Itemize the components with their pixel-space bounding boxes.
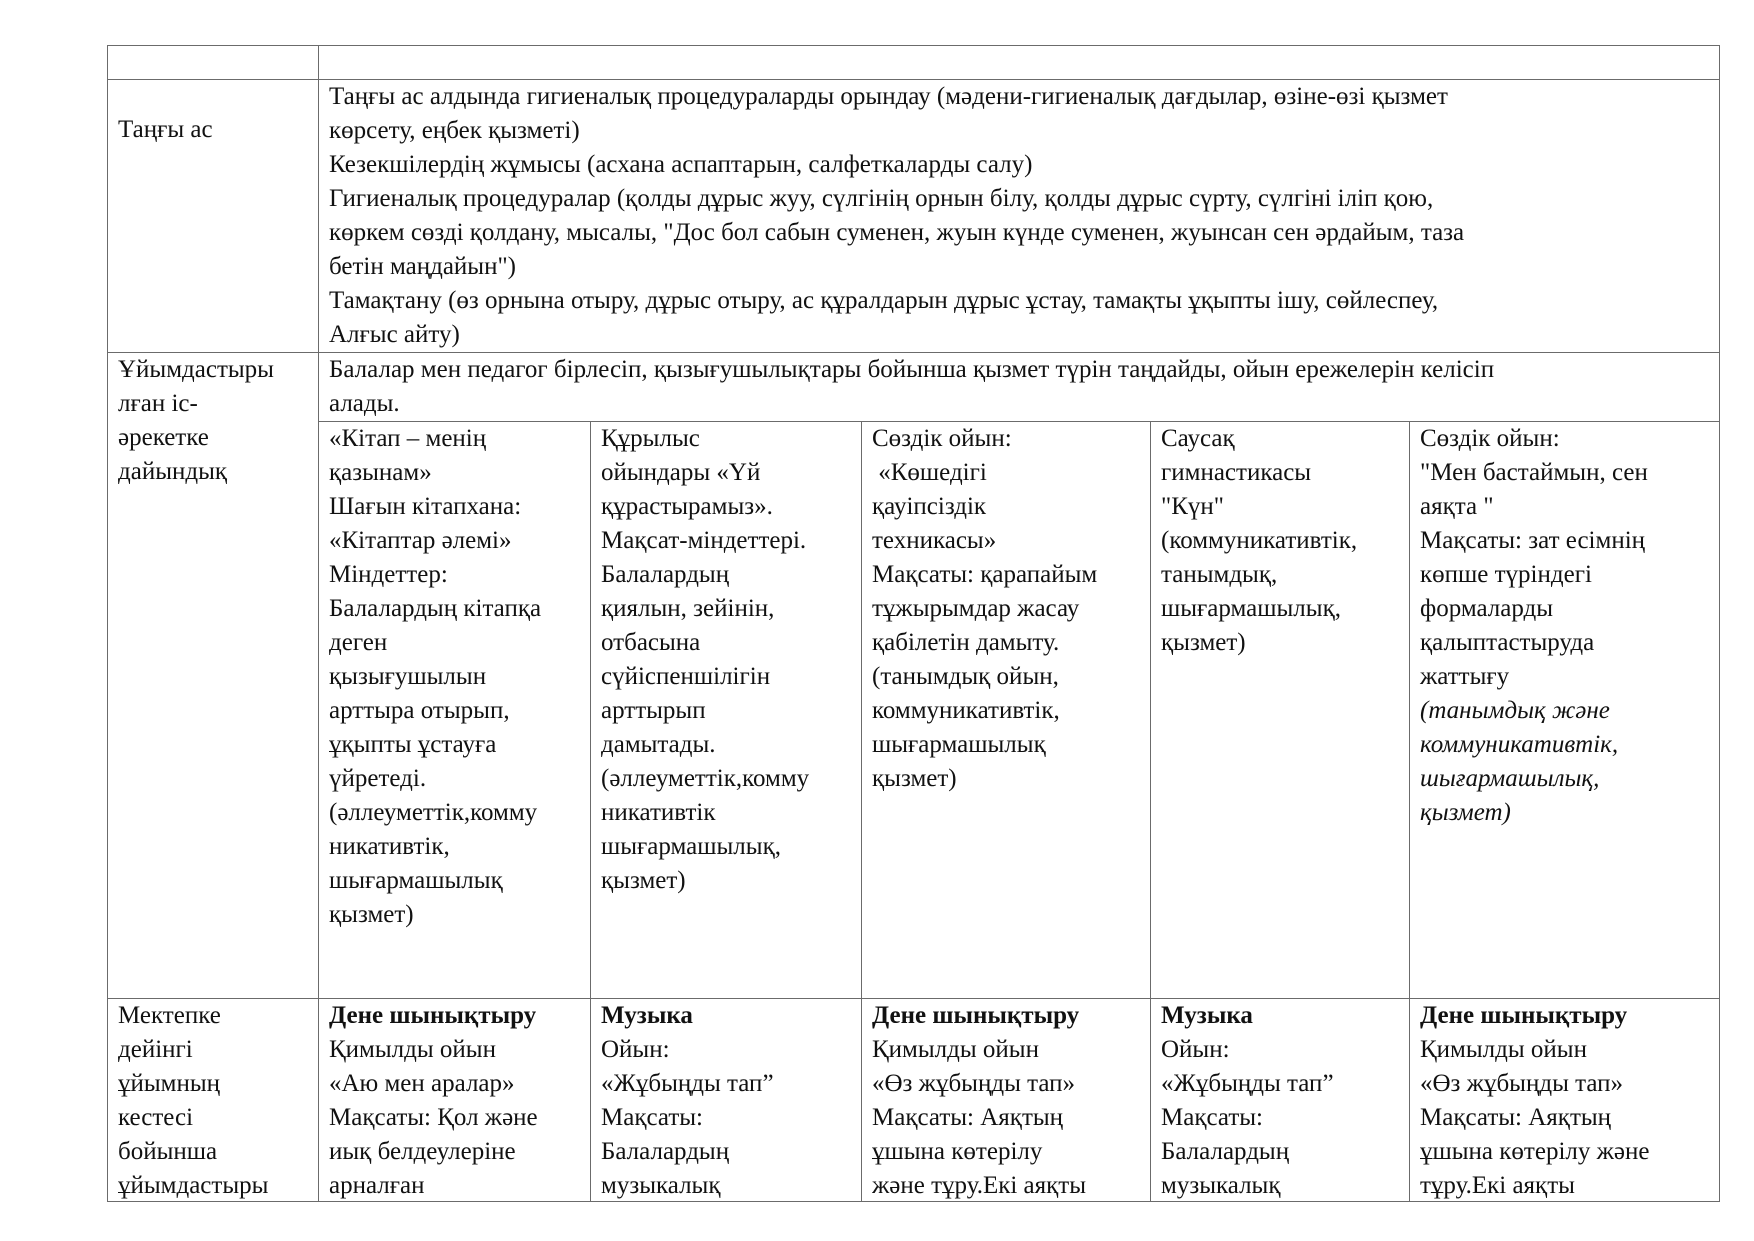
schedule-day-cell-3 (862, 999, 1151, 1202)
text-line: аяқта " (1420, 493, 1494, 520)
text-line: деген (329, 629, 388, 656)
text-line: шығармашылық (872, 731, 1046, 758)
text-line: ұқыпты ұстауға (329, 731, 497, 758)
row-label-line: бойынша (118, 1138, 218, 1165)
activity-title: Музыка (601, 1002, 693, 1029)
schedule-label-cell (108, 999, 319, 1202)
text-line: арналған (329, 1172, 425, 1199)
text-line: Қимылды ойын (1420, 1036, 1587, 1063)
activity-title: Дене шынықтыру (329, 1002, 537, 1029)
schedule-day-cell-2 (591, 999, 862, 1202)
text-line: Балалардың кітапқа (329, 595, 542, 622)
text-line: Кезекшілердің жұмысы (асхана аспаптарын, салфеткаларды салу) (329, 151, 1033, 178)
prep-intro-cell (319, 353, 1720, 422)
text-line: Мақсаты: (1161, 1104, 1263, 1131)
text-line: Мақсат-міндеттері. (601, 527, 807, 554)
text-line: қызығушылын (329, 663, 487, 690)
row-label-line: ұйымдастыры (118, 1172, 269, 1199)
text-line: тұжырымдар жасау (872, 595, 1080, 622)
text-line: (әллеуметтік,комму (329, 799, 538, 826)
text-line: қазынам» (329, 459, 432, 486)
text-line: Сөздік ойын: (872, 425, 1012, 452)
text-line: Құрылыс (601, 425, 700, 452)
text-line: дамытады. (601, 731, 716, 758)
text-line: Мақсаты: қарапайым (872, 561, 1098, 588)
breakfast-content-cell (319, 80, 1720, 353)
text-line: Балалардың (1161, 1138, 1290, 1165)
daily-plan-table (107, 45, 1720, 1202)
row-label-line: ұйымның (118, 1070, 221, 1097)
italic-text-line: (танымдық және (1420, 697, 1610, 724)
activity-title: Дене шынықтыру (1420, 1002, 1628, 1029)
text-line: Балалардың (601, 561, 730, 588)
row-label: Таңғы ас (118, 116, 213, 143)
text-line: техникасы» (872, 527, 997, 554)
text-line: шығармашылық, (1161, 595, 1341, 622)
text-line: «Аю мен аралар» (329, 1070, 515, 1097)
text-line: шығармашылық (329, 867, 503, 894)
text-line: Балалардың (601, 1138, 730, 1165)
table-row-prep-intro (108, 353, 1720, 422)
table-row-schedule (108, 999, 1720, 1202)
text-line: музыкалық (601, 1172, 721, 1199)
prep-label-cell (108, 353, 319, 999)
prep-day-cell-5 (1410, 422, 1720, 999)
text-line: Тамақтану (өз орнына отыру, дұрыс отыру, ас құралдарын дұрыс ұстау, тамақты ұқыпты ішу, сөйлеспеу, (329, 287, 1439, 314)
text-line: «Көшедігі (872, 459, 987, 486)
text-line: жаттығу (1420, 663, 1510, 690)
row-label-line: дайындық (118, 458, 228, 485)
text-line: Міндеттер: (329, 561, 448, 588)
header-content-cell (319, 46, 1720, 80)
text-line: қауіпсіздік (872, 493, 987, 520)
table-row-breakfast (108, 80, 1720, 353)
text-line: көпше түріндегі (1420, 561, 1592, 588)
text-line: арттыра отырып, (329, 697, 510, 724)
text-line: үйретеді. (329, 765, 427, 792)
table-row-empty-header (108, 46, 1720, 80)
text-line: Балалар мен педагог бірлесіп, қызығушылықтары бойынша қызмет түрін таңдайды, ойын ережелерін келісіп (329, 356, 1495, 383)
prep-day-cell-1 (319, 422, 591, 999)
text-line: отбасына (601, 629, 701, 656)
text-line: көркем сөзді қолдану, мысалы, "Дос бол сабын суменен, жуын күнде суменен, жуынсан сен әрдайым, таза (329, 219, 1465, 246)
text-line: қызмет) (1161, 629, 1246, 656)
row-label-line: әрекетке (118, 424, 209, 451)
row-label-line: лған іс- (118, 390, 198, 417)
schedule-day-cell-1 (319, 999, 591, 1202)
text-line: Алғыс айту) (329, 321, 460, 348)
text-line: «Кітап – менің (329, 425, 487, 452)
text-line: Шағын кітапхана: (329, 493, 522, 520)
text-line: формаларды (1420, 595, 1554, 622)
activity-title: Музыка (1161, 1002, 1253, 1029)
text-line: ойындары «Үй (601, 459, 761, 486)
text-line: Таңғы ас алдында гигиеналық процедураларды орындау (мәдени-гигиеналық дағдылар, өзіне-өзі қызмет (329, 83, 1448, 110)
text-line: «Кітаптар әлемі» (329, 527, 512, 554)
text-line: (әллеуметтік,комму (601, 765, 810, 792)
text-line: және тұру.Екі аяқты (872, 1172, 1087, 1199)
text-line: Мақсаты: Қол және (329, 1104, 538, 1131)
row-label-line: кестесі (118, 1104, 194, 1131)
text-line: арттырып (601, 697, 706, 724)
text-line: құрастырамыз». (601, 493, 773, 520)
text-line: Сөздік ойын: (1420, 425, 1560, 452)
text-line: көрсету, еңбек қызметі) (329, 117, 580, 144)
text-line: (коммуникативтік, (1161, 527, 1358, 554)
italic-text-line: коммуникативтік, (1420, 731, 1619, 758)
text-line: Мақсаты: Аяқтың (872, 1104, 1064, 1131)
schedule-day-cell-5 (1410, 999, 1720, 1202)
text-line: Мақсаты: (601, 1104, 703, 1131)
text-line: никативтік, (329, 833, 450, 860)
header-label-cell (108, 46, 319, 80)
row-label-line: Мектепке (118, 1002, 221, 1029)
text-line: никативтік (601, 799, 716, 826)
text-line: қабілетін дамыту. (872, 629, 1060, 656)
text-line: қалыптастыруда (1420, 629, 1595, 656)
text-line: шығармашылық, (601, 833, 781, 860)
text-line: сүйіспеншілігін (601, 663, 771, 690)
text-line: алады. (329, 390, 400, 417)
table-row-prep-days (108, 422, 1720, 999)
schedule-day-cell-4 (1151, 999, 1410, 1202)
italic-text-line: қызмет) (1420, 799, 1511, 826)
text-line: қызмет) (601, 867, 686, 894)
activity-title: Дене шынықтыру (872, 1002, 1080, 1029)
text-line: «Өз жұбыңды тап» (872, 1070, 1075, 1097)
prep-day-cell-2 (591, 422, 862, 999)
text-line: Қимылды ойын (329, 1036, 496, 1063)
text-line: Саусақ (1161, 425, 1235, 452)
prep-day-cell-4 (1151, 422, 1410, 999)
text-line: Ойын: (1161, 1036, 1230, 1063)
text-line: коммуникативтік, (872, 697, 1060, 724)
text-line: иық белдеулеріне (329, 1138, 516, 1165)
text-line: Қимылды ойын (872, 1036, 1039, 1063)
text-line: музыкалық (1161, 1172, 1281, 1199)
text-line: бетін маңдайын") (329, 253, 517, 280)
text-line: «Жұбыңды тап” (1161, 1070, 1334, 1097)
text-line: "Күн" (1161, 493, 1224, 520)
text-line: «Жұбыңды тап” (601, 1070, 774, 1097)
breakfast-label-cell (108, 80, 319, 353)
text-line: гимнастикасы (1161, 459, 1312, 486)
text-line: қызмет) (329, 901, 414, 928)
text-line: "Мен бастаймын, сен (1420, 459, 1648, 486)
text-line: (танымдық ойын, (872, 663, 1059, 690)
text-line: ұшына көтерілу (872, 1138, 1043, 1165)
row-label-line: дейінгі (118, 1036, 193, 1063)
text-line: танымдық, (1161, 561, 1278, 588)
text-line: Мақсаты: Аяқтың (1420, 1104, 1612, 1131)
text-line: Ойын: (601, 1036, 670, 1063)
text-line: қиялын, зейінін, (601, 595, 775, 622)
prep-day-cell-3 (862, 422, 1151, 999)
row-label-line: Ұйымдастыры (118, 356, 274, 383)
text-line: Мақсаты: зат есімнің (1420, 527, 1646, 554)
italic-text-line: шығармашылық, (1420, 765, 1600, 792)
text-line: «Өз жұбыңды тап» (1420, 1070, 1623, 1097)
text-line: қызмет) (872, 765, 957, 792)
text-line: тұру.Екі аяқты (1420, 1172, 1575, 1199)
text-line: Гигиеналық процедуралар (қолды дұрыс жуу, сүлгінің орнын білу, қолды дұрыс сүрту, сүлгіні іліп қою, (329, 185, 1434, 212)
text-line: ұшына көтерілу және (1420, 1138, 1650, 1165)
